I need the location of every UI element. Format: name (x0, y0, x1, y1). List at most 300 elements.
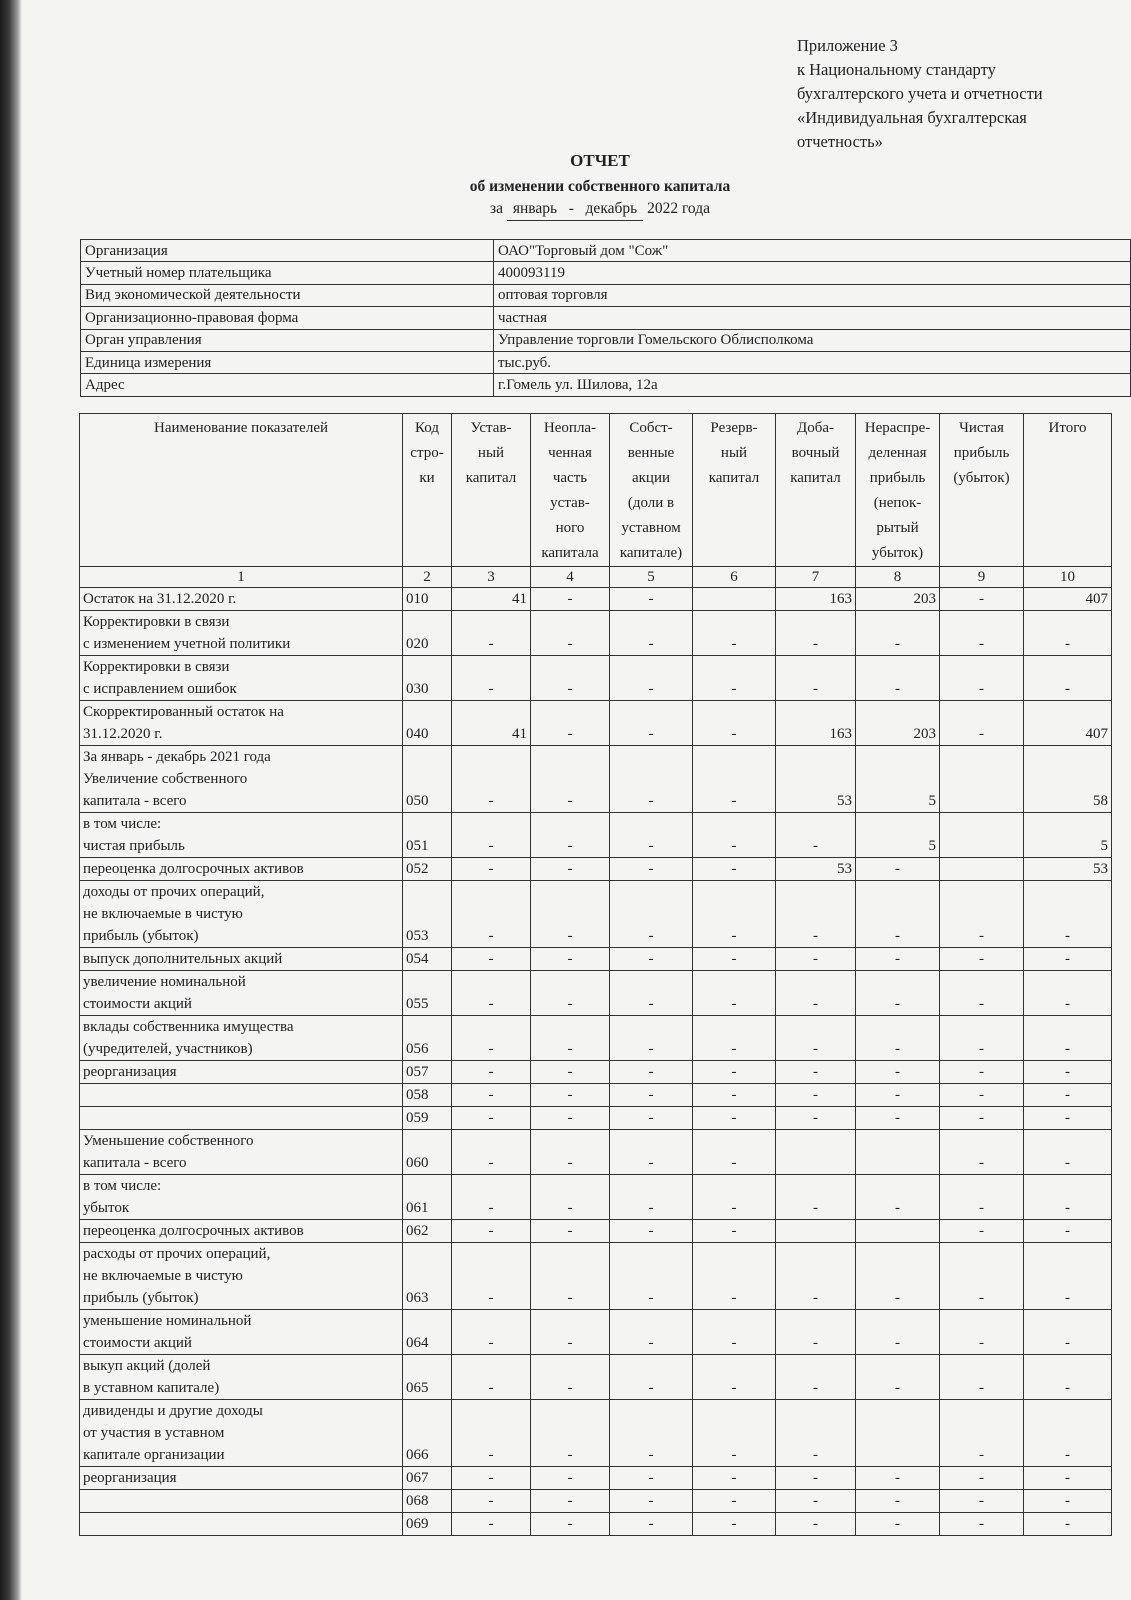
table-row (80, 971, 1112, 1016)
info-row (81, 374, 1131, 396)
row-value: - (531, 746, 610, 813)
table-row (80, 1084, 1112, 1107)
row-value: - (940, 588, 1024, 611)
row-value: - (531, 1243, 610, 1310)
row-value: - (856, 1355, 940, 1400)
row-value: - (610, 1061, 693, 1084)
row-value: - (693, 656, 776, 701)
row-name: Корректировки в связи с исправлением ошибок (80, 656, 403, 701)
row-value: - (452, 948, 531, 971)
appendix-line: бухгалтерского учета и отчетности (797, 84, 1043, 103)
row-value: - (1024, 611, 1112, 656)
row-name: увеличение номинальной стоимости акций (80, 971, 403, 1016)
row-value: - (693, 701, 776, 746)
row-value (856, 1130, 940, 1175)
period-end: декабрь (585, 200, 638, 217)
row-value: - (452, 1107, 531, 1130)
row-name: вклады собственника имущества (учредителей, участников) (80, 1016, 403, 1061)
row-value: - (531, 588, 610, 611)
row-value: - (693, 1107, 776, 1130)
row-value: - (940, 611, 1024, 656)
row-value: - (856, 1467, 940, 1490)
row-value: - (693, 1130, 776, 1175)
row-value: 41 (452, 701, 531, 746)
column-header-label: Устав- ный капитал (465, 420, 517, 486)
row-code: 051 (403, 813, 452, 858)
info-value: тыс.руб. (494, 351, 1131, 373)
row-value: - (776, 1243, 856, 1310)
period-prefix: за (489, 200, 503, 217)
row-value: - (1024, 971, 1112, 1016)
row-value: - (776, 656, 856, 701)
row-value: - (856, 611, 940, 656)
row-value: - (940, 1220, 1024, 1243)
row-value: - (531, 611, 610, 656)
row-value: - (940, 881, 1024, 948)
row-value (776, 1220, 856, 1243)
row-value: - (776, 1310, 856, 1355)
row-value: - (940, 1061, 1024, 1084)
row-value: - (856, 858, 940, 881)
row-value: - (452, 881, 531, 948)
row-value: - (776, 948, 856, 971)
row-value: - (693, 858, 776, 881)
row-code: 066 (403, 1400, 452, 1467)
row-code: 054 (403, 948, 452, 971)
row-value: - (940, 1310, 1024, 1355)
row-value: - (693, 1400, 776, 1467)
row-value: - (531, 948, 610, 971)
row-value: - (693, 746, 776, 813)
row-value: - (452, 1016, 531, 1061)
table-row (80, 858, 1112, 881)
column-header-label: Доба- вочный капитал (790, 420, 841, 486)
row-code: 030 (403, 656, 452, 701)
row-value: - (940, 701, 1024, 746)
row-value: - (610, 1513, 693, 1536)
row-value: - (452, 1243, 531, 1310)
row-value: - (610, 971, 693, 1016)
row-value: - (531, 1310, 610, 1355)
row-value: - (940, 1400, 1024, 1467)
row-value: - (452, 656, 531, 701)
row-value: - (940, 1467, 1024, 1490)
row-value: - (452, 971, 531, 1016)
row-value (940, 746, 1024, 813)
row-value: - (531, 971, 610, 1016)
row-value: - (610, 1400, 693, 1467)
row-value: - (856, 1243, 940, 1310)
info-value: Управление торговли Гомельского Облисполкома (494, 329, 1131, 351)
info-row (81, 284, 1131, 306)
row-value: - (856, 1513, 940, 1536)
row-value: 203 (856, 588, 940, 611)
appendix-line: отчетность» (797, 132, 883, 151)
row-code: 069 (403, 1513, 452, 1536)
row-value: - (610, 1084, 693, 1107)
row-value: - (693, 1220, 776, 1243)
row-code: 053 (403, 881, 452, 948)
row-name: выпуск дополнительных акций (80, 948, 403, 971)
row-value: - (531, 656, 610, 701)
row-value: - (693, 1513, 776, 1536)
row-value: - (940, 1355, 1024, 1400)
table-row (80, 1107, 1112, 1130)
info-label: Единица измерения (81, 351, 494, 373)
row-value: - (610, 1220, 693, 1243)
row-value: - (856, 1016, 940, 1061)
column-number: 9 (940, 567, 1024, 588)
row-value: - (776, 1084, 856, 1107)
row-value: 163 (776, 701, 856, 746)
period-range (507, 198, 643, 221)
row-value: - (610, 746, 693, 813)
row-value: - (856, 656, 940, 701)
row-name: переоценка долгосрочных активов (80, 858, 403, 881)
row-code: 052 (403, 858, 452, 881)
info-label: Орган управления (81, 329, 494, 351)
table-row (80, 1513, 1112, 1536)
row-value: - (452, 746, 531, 813)
row-value: - (1024, 1490, 1112, 1513)
row-value: - (531, 1107, 610, 1130)
row-value: - (776, 1513, 856, 1536)
row-value: - (856, 1061, 940, 1084)
row-name: переоценка долгосрочных активов (80, 1220, 403, 1243)
column-header (452, 414, 531, 567)
report-subtitle: об изменении собственного капитала (469, 178, 731, 195)
table-row (80, 1355, 1112, 1400)
row-name: Уменьшение собственного капитала - всего (80, 1130, 403, 1175)
row-value: - (1024, 1220, 1112, 1243)
row-value: - (1024, 1175, 1112, 1220)
row-value: - (1024, 1130, 1112, 1175)
row-value: - (610, 813, 693, 858)
column-header-label: Нераспре- деленная прибыль (непок- рытый убыток) (864, 420, 931, 561)
row-value: - (1024, 656, 1112, 701)
row-value: - (856, 1107, 940, 1130)
row-value: - (776, 1175, 856, 1220)
row-name: в том числе: убыток (80, 1175, 403, 1220)
info-row (81, 240, 1131, 262)
row-value: - (856, 1310, 940, 1355)
row-value: 163 (776, 588, 856, 611)
info-label: Адрес (81, 374, 494, 396)
row-value: - (452, 813, 531, 858)
row-value: - (610, 1490, 693, 1513)
info-row (81, 351, 1131, 373)
row-code: 040 (403, 701, 452, 746)
row-name: уменьшение номинальной стоимости акций (80, 1310, 403, 1355)
column-header-label: Собст- венные акции (доли в уставном капитале) (619, 420, 683, 561)
row-value: - (531, 881, 610, 948)
row-code: 061 (403, 1175, 452, 1220)
row-value: - (452, 1310, 531, 1355)
row-value: - (531, 1016, 610, 1061)
row-value: - (531, 1220, 610, 1243)
row-value: - (610, 656, 693, 701)
period-start: январь (512, 200, 558, 217)
row-value: - (452, 611, 531, 656)
column-header (1024, 414, 1112, 567)
table-row (80, 1016, 1112, 1061)
column-header-label: Резерв- ный капитал (708, 420, 760, 486)
report-title: ОТЧЕТ (570, 151, 630, 170)
row-value: - (452, 1061, 531, 1084)
row-value: - (693, 1355, 776, 1400)
row-value: - (610, 948, 693, 971)
row-code: 065 (403, 1355, 452, 1400)
info-row (81, 262, 1131, 284)
row-value: - (693, 1243, 776, 1310)
row-value: - (1024, 1513, 1112, 1536)
row-value: - (940, 1490, 1024, 1513)
appendix-line: «Индивидуальная бухгалтерская (797, 108, 1027, 127)
row-value: - (452, 1467, 531, 1490)
row-value: - (610, 1016, 693, 1061)
row-value: - (610, 588, 693, 611)
row-value: - (1024, 1400, 1112, 1467)
row-code: 063 (403, 1243, 452, 1310)
row-value: - (940, 1084, 1024, 1107)
row-value: - (1024, 1467, 1112, 1490)
row-value: - (531, 1175, 610, 1220)
row-value: - (856, 948, 940, 971)
column-number-row (80, 567, 1112, 588)
row-name: реорганизация (80, 1467, 403, 1490)
info-row (81, 307, 1131, 329)
row-value: - (610, 1310, 693, 1355)
row-name: реорганизация (80, 1061, 403, 1084)
row-value: - (452, 1490, 531, 1513)
table-row (80, 1061, 1112, 1084)
row-value: - (452, 1513, 531, 1536)
row-code: 060 (403, 1130, 452, 1175)
table-row (80, 746, 1112, 813)
row-name: Скорректированный остаток на 31.12.2020 г. (80, 701, 403, 746)
row-value: - (531, 1490, 610, 1513)
row-value: 5 (856, 746, 940, 813)
row-value: - (776, 1061, 856, 1084)
info-label: Организационно-правовая форма (81, 307, 494, 329)
info-label: Организация (81, 240, 494, 262)
column-number: 6 (693, 567, 776, 588)
info-value: г.Гомель ул. Шилова, 12а (494, 374, 1131, 396)
table-row (80, 588, 1112, 611)
row-code: 056 (403, 1016, 452, 1061)
row-value: - (610, 1243, 693, 1310)
column-header-label: Итого (1048, 420, 1087, 436)
table-row (80, 1243, 1112, 1310)
row-value: - (856, 1084, 940, 1107)
column-header-label: Чистая прибыль (убыток) (953, 420, 1010, 486)
appendix-line: к Национальному стандарту (797, 60, 996, 79)
appendix-note (797, 34, 1043, 152)
column-header-label: Код стро- ки (410, 420, 444, 486)
row-name: дивиденды и другие доходы от участия в уставном капитале организации (80, 1400, 403, 1467)
report-period (380, 198, 820, 221)
row-value (940, 858, 1024, 881)
info-value: ОАО"Торговый дом "Сож" (494, 240, 1131, 262)
row-value (856, 1400, 940, 1467)
row-value: - (452, 1355, 531, 1400)
row-value: - (693, 813, 776, 858)
row-value: - (1024, 1243, 1112, 1310)
row-value: - (940, 948, 1024, 971)
row-value: - (531, 813, 610, 858)
row-name: За январь - декабрь 2021 года Увеличение собственного капитала - всего (80, 746, 403, 813)
row-code: 057 (403, 1061, 452, 1084)
table-row (80, 881, 1112, 948)
row-value: - (531, 1061, 610, 1084)
row-value (940, 813, 1024, 858)
row-value: - (940, 1243, 1024, 1310)
info-value: оптовая торговля (494, 284, 1131, 306)
row-value: - (856, 1490, 940, 1513)
row-value: - (776, 813, 856, 858)
row-name: Остаток на 31.12.2020 г. (80, 588, 403, 611)
row-value: - (693, 1061, 776, 1084)
row-value: - (610, 1130, 693, 1175)
row-code: 068 (403, 1490, 452, 1513)
row-value: - (610, 881, 693, 948)
row-value: - (1024, 1310, 1112, 1355)
row-value: 407 (1024, 701, 1112, 746)
table-row (80, 948, 1112, 971)
table-row (80, 1490, 1112, 1513)
row-code: 020 (403, 611, 452, 656)
column-header (693, 414, 776, 567)
row-code: 055 (403, 971, 452, 1016)
row-value: 5 (1024, 813, 1112, 858)
row-value: 53 (1024, 858, 1112, 881)
column-header (940, 414, 1024, 567)
table-row (80, 1175, 1112, 1220)
table-row (80, 1400, 1112, 1467)
row-value: - (776, 881, 856, 948)
row-value: - (531, 1130, 610, 1175)
row-value: - (1024, 1084, 1112, 1107)
row-value: - (452, 1130, 531, 1175)
row-value: - (776, 1355, 856, 1400)
row-value: - (1024, 1061, 1112, 1084)
row-value: - (776, 1467, 856, 1490)
row-value: - (693, 1490, 776, 1513)
row-value: 5 (856, 813, 940, 858)
table-row (80, 656, 1112, 701)
table-row (80, 1310, 1112, 1355)
column-number: 8 (856, 567, 940, 588)
column-header-label: Неопла- ченная часть устав- ного капитала (541, 420, 599, 561)
appendix-line: Приложение 3 (797, 36, 898, 55)
row-name (80, 1084, 403, 1107)
capital-changes-table (79, 413, 1112, 1536)
row-value: - (693, 948, 776, 971)
row-value: - (452, 1175, 531, 1220)
row-value: - (693, 1016, 776, 1061)
column-number: 1 (80, 567, 403, 588)
row-value: - (940, 1016, 1024, 1061)
row-value: - (610, 1107, 693, 1130)
row-value: - (610, 1175, 693, 1220)
row-value: - (1024, 948, 1112, 971)
row-value: - (1024, 1016, 1112, 1061)
row-value: 58 (1024, 746, 1112, 813)
row-value: - (693, 881, 776, 948)
row-value: - (531, 1400, 610, 1467)
row-value: - (940, 971, 1024, 1016)
row-value: - (940, 1107, 1024, 1130)
row-value: - (940, 1513, 1024, 1536)
row-value: - (610, 701, 693, 746)
row-value: - (693, 1467, 776, 1490)
row-value: - (531, 701, 610, 746)
row-value: - (776, 1107, 856, 1130)
row-value: - (610, 858, 693, 881)
scan-edge (0, 0, 22, 1600)
row-value: - (693, 1084, 776, 1107)
row-value (856, 1220, 940, 1243)
row-value: - (1024, 1355, 1112, 1400)
column-header (856, 414, 940, 567)
row-name: в том числе: чистая прибыль (80, 813, 403, 858)
column-number: 10 (1024, 567, 1112, 588)
row-value: - (693, 611, 776, 656)
row-name: доходы от прочих операций, не включаемые в чистую прибыль (убыток) (80, 881, 403, 948)
table-row (80, 611, 1112, 656)
row-value: 203 (856, 701, 940, 746)
table-row (80, 701, 1112, 746)
row-value: - (610, 1355, 693, 1400)
row-value: - (776, 971, 856, 1016)
row-value: - (693, 1310, 776, 1355)
row-code: 050 (403, 746, 452, 813)
column-header (776, 414, 856, 567)
column-header (80, 414, 403, 567)
row-code: 059 (403, 1107, 452, 1130)
row-name (80, 1490, 403, 1513)
info-label: Учетный номер плательщика (81, 262, 494, 284)
row-value: - (776, 1400, 856, 1467)
row-value: - (940, 1175, 1024, 1220)
column-header (403, 414, 452, 567)
row-value: 53 (776, 746, 856, 813)
row-value: - (531, 1084, 610, 1107)
row-value (776, 1130, 856, 1175)
row-value: 407 (1024, 588, 1112, 611)
period-suffix: 2022 года (647, 200, 710, 217)
row-value: - (452, 858, 531, 881)
table-row (80, 1220, 1112, 1243)
row-code: 058 (403, 1084, 452, 1107)
row-value: - (452, 1220, 531, 1243)
row-value: - (610, 1467, 693, 1490)
row-value (693, 588, 776, 611)
info-value: частная (494, 307, 1131, 329)
row-name: выкуп акций (долей в уставном капитале) (80, 1355, 403, 1400)
row-value: - (940, 1130, 1024, 1175)
row-value: - (531, 1513, 610, 1536)
row-value: - (776, 611, 856, 656)
column-header (531, 414, 610, 567)
column-number: 5 (610, 567, 693, 588)
row-value: - (776, 1490, 856, 1513)
row-code: 010 (403, 588, 452, 611)
column-number: 2 (403, 567, 452, 588)
row-value: - (940, 656, 1024, 701)
row-value: - (776, 1016, 856, 1061)
row-value: - (452, 1400, 531, 1467)
